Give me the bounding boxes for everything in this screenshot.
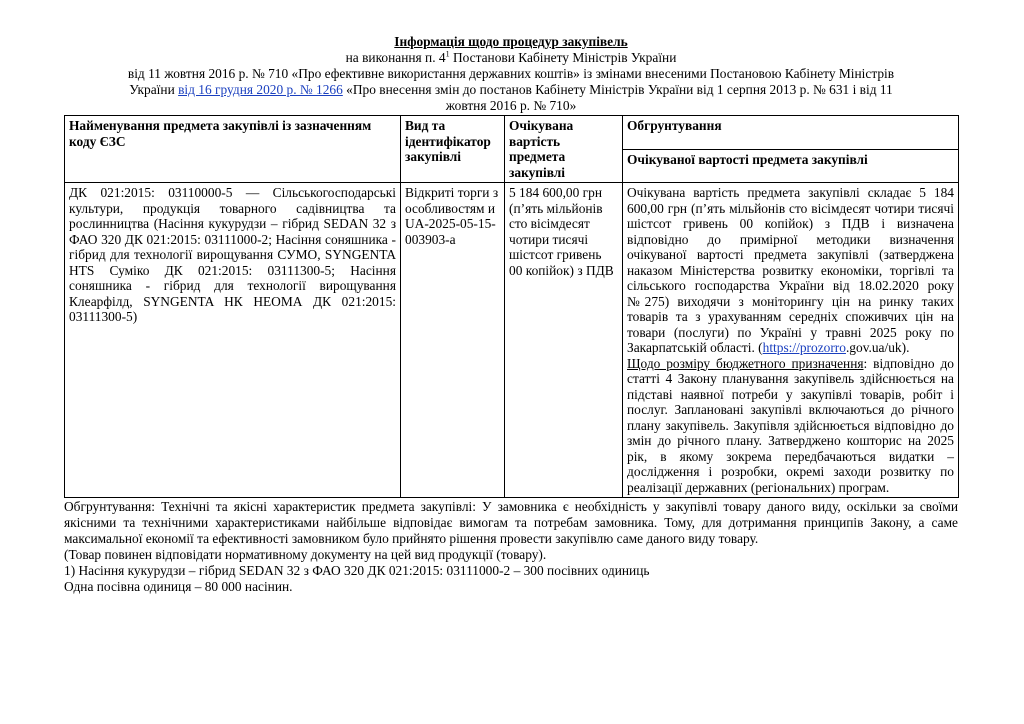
header-line-2-tail: Постанови Кабінету Міністрів України xyxy=(449,50,677,65)
header-line-3: від 11 жовтня 2016 р. № 710 «Про ефективне використання державних коштів» із змінами внесеними Постановою Кабінету Міністрів xyxy=(127,66,895,81)
cell-justification xyxy=(623,183,959,498)
header-subject: Найменування предмета закупівлі із зазначенням коду ЄЗС xyxy=(65,116,401,183)
footer-item-2: Одна посівна одиниця – 80 000 насінин. xyxy=(64,579,293,594)
justification-text: Очікувана вартість предмета закупівлі складає 5 184 600,00 грн (п’ять мільйонів сто вісімдесят чотири тисячі шістсот гривень 00 копійок) з ПДВ і визначена відповідно до примірної методики визначення очікуваної вартості предмета закупівлі (затверджена наказом Міністерства розвитку економіки, торгівлі та сільського господарства України від 18.02.2020 року №275) виходячи з моніторингу цін на ринку таких товарів та з урахуванням середніх споживчих цін на товари (послуги) по Україні у травні 2025 року по Закарпатській області. ( xyxy=(627,185,954,355)
header-line-2 xyxy=(64,50,958,66)
header-superscript: 1 xyxy=(445,49,450,59)
table-row xyxy=(65,183,959,498)
footer-paragraph: Обгрунтування: Технічні та якісні характеристик предмета закупівлі: У замовника є необхідність у закупівлі товару даного виду, оскільки за своїми якісними та технічними характеристиками найбільше відповідає вимогам та потребам замовника. Тому, для дотримання принципів Закону, а саме максимальної економії та ефективності замовником було прийнято рішення провести закупівлю саме даного виду товару. xyxy=(64,499,958,546)
header-line-4 xyxy=(64,82,958,98)
cell-subject: ДК 021:2015: 03110000-5 — Сільськогосподарські культури, продукція товарного садівництва та рослинництва (Насіння кукурудзи – гібрид SEDAN 32 з ФАО 320 ДК 021:2015: 03111000-2; Насіння соняшника - гібрид для технології вирощування СУМО, SYNGENTA HTS Суміко ДК 021:2015: 03111300-5; Насіння соняшника - гібрид для технології вирощування Клеарфілд, SYNGENTA НК НЕОМА ДК 021:2015: 03111300-5) xyxy=(65,183,401,498)
procurement-table xyxy=(64,115,959,498)
header-value: Очікувана вартість предмета закупівлі xyxy=(505,116,623,183)
header-line-2-text: на виконання п. 4 xyxy=(345,50,446,65)
cell-value: 5 184 600,00 грн (п’ять мільйонів сто вісімдесят чотири тисячі шістсот гривень 00 копійок) з ПДВ xyxy=(505,183,623,498)
header-line-4-tail: «Про внесення змін до постанов Кабінету Міністрів України від 1 серпня 2013 р. № 631 і від 11 xyxy=(342,82,893,97)
resolution-link[interactable]: від 16 грудня 2020 р. № 1266 xyxy=(178,82,343,97)
budget-text: : відповідно до статті 4 Закону планування закупівель здійснюється на підставі наявної потреби у закупівлі товарів, робіт і послуг. Заплановані закупівлі включаються до річного плану закупівель. Закупівля здійснюється відповідно до змін до річного плану. Затверджено кошторис на 2025 рік, в якому зокрема передбачаються видатки – дослідження і розробки, окремі заходи розвитку по реалізації державних (регіональних) програм. xyxy=(627,355,954,495)
header-justification-sub: Очікуваної вартості предмета закупівлі xyxy=(623,149,959,183)
budget-label: Щодо розміру бюджетного призначення xyxy=(627,355,864,371)
footer-section xyxy=(64,499,958,595)
prozorro-link[interactable]: https://prozorro xyxy=(762,340,846,355)
footer-item-1: 1) Насіння кукурудзи – гібрид SEDAN 32 з ФАО 320 ДК 021:2015: 03111000-2 – 300 посівних одиниць xyxy=(64,563,650,578)
header-justification: Обгрунтування xyxy=(623,116,959,150)
justification-link-tail: .gov.ua/uk). xyxy=(845,340,910,355)
document-title: Інформація щодо процедур закупівель xyxy=(394,34,628,49)
footer-note: (Товар повинен відповідати нормативному документу на цей вид продукції (товару). xyxy=(64,547,547,562)
cell-type: Відкриті торги з особливостям и UA-2025-05-15-003903-a xyxy=(401,183,505,498)
header-type: Вид та ідентифікатор закупівлі xyxy=(401,116,505,183)
header-line-5: жовтня 2016 р. № 710» xyxy=(445,98,577,113)
document-header xyxy=(64,34,958,114)
table-header-row xyxy=(65,116,959,150)
header-line-4-text: України xyxy=(129,82,179,97)
document-page xyxy=(64,34,958,595)
